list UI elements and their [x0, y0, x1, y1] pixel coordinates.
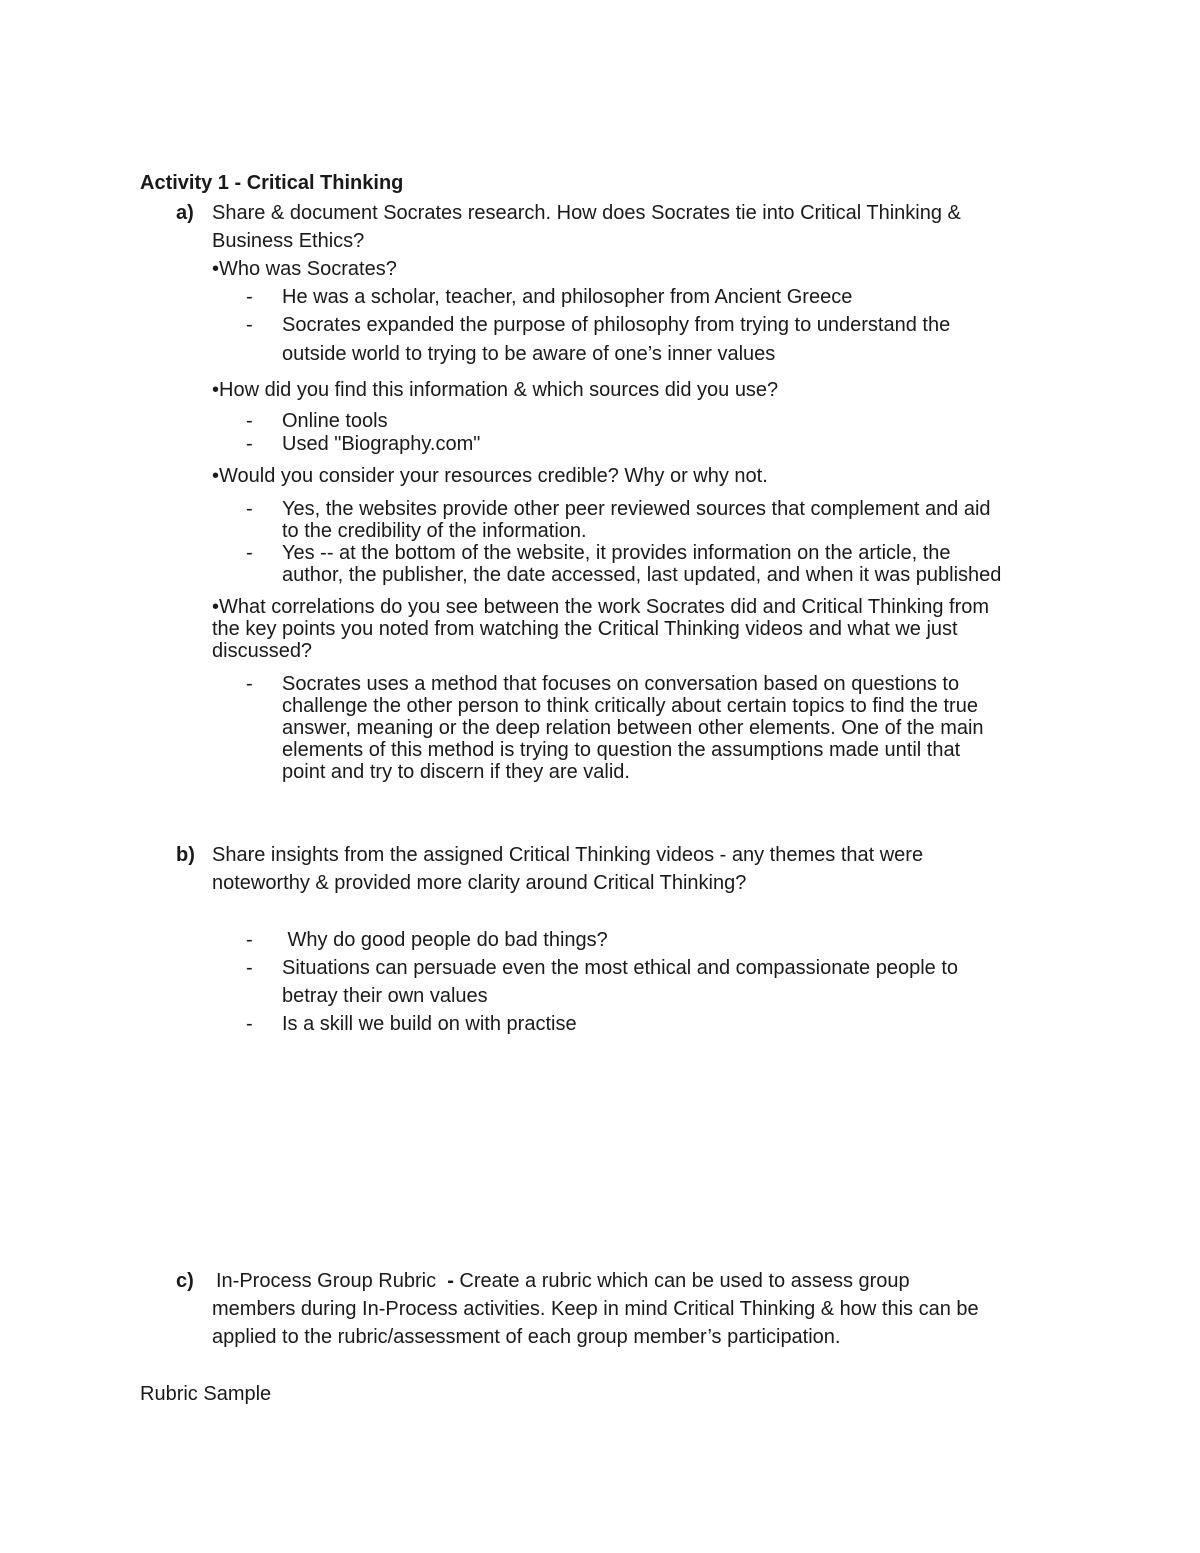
question-correlations-line2: the key points you noted from watching the Critical Thinking videos and what we just	[212, 618, 958, 640]
section-c-prompt-line3: applied to the rubric/assessment of each group member’s participation.	[212, 1326, 841, 1348]
question-credible: •Would you consider your resources credible? Why or why not.	[212, 465, 768, 487]
section-a-prompt-line1: Share & document Socrates research. How does Socrates tie into Critical Thinking &	[212, 202, 961, 224]
question-correlations-line3: discussed?	[212, 640, 313, 662]
list-item-continued: betray their own values	[282, 985, 488, 1007]
list-item-continued: author, the publisher, the date accessed, last updated, and when it was published	[282, 564, 1002, 586]
section-c-prompt-line1	[216, 1270, 910, 1293]
list-dash: -	[246, 929, 253, 951]
answer-line: elements of this method is trying to question the assumptions made until that	[282, 739, 961, 761]
section-c-label: In-Process Group Rubric -	[216, 1270, 454, 1292]
list-dash: -	[246, 957, 253, 979]
question-sources: •How did you find this information & which sources did you use?	[212, 379, 779, 401]
list-item: Socrates expanded the purpose of philosophy from trying to understand the	[282, 314, 951, 336]
section-a-letter: a)	[176, 202, 194, 224]
section-c-bold-dash: -	[447, 1270, 454, 1292]
list-dash: -	[246, 1013, 253, 1035]
list-dash: -	[246, 542, 253, 564]
section-c-letter: c)	[176, 1270, 194, 1292]
question-who-was-socrates: •Who was Socrates?	[212, 258, 397, 280]
list-item: Yes, the websites provide other peer reviewed sources that complement and aid	[282, 498, 991, 520]
answer-line: Socrates uses a method that focuses on conversation based on questions to	[282, 673, 960, 695]
list-dash: -	[246, 673, 253, 695]
answer-line: answer, meaning or the deep relation between other elements. One of the main	[282, 717, 984, 739]
answer-line: point and try to discern if they are valid.	[282, 761, 630, 783]
list-item-continued: to the credibility of the information.	[282, 520, 587, 542]
section-a-prompt-line2: Business Ethics?	[212, 230, 365, 252]
list-dash: -	[246, 314, 253, 336]
list-item: Why do good people do bad things?	[282, 929, 608, 951]
list-dash: -	[246, 410, 253, 432]
list-item-continued: outside world to trying to be aware of one’s inner values	[282, 343, 776, 365]
list-dash: -	[246, 286, 253, 308]
list-item: He was a scholar, teacher, and philosopher from Ancient Greece	[282, 286, 853, 308]
section-b-prompt-line2: noteworthy & provided more clarity around Critical Thinking?	[212, 872, 747, 894]
section-c-prompt-rest: Create a rubric which can be used to assess group	[453, 1270, 910, 1292]
section-c-prompt-line2: members during In-Process activities. Keep in mind Critical Thinking & how this can be	[212, 1298, 979, 1320]
answer-line: challenge the other person to think critically about certain topics to find the true	[282, 695, 978, 717]
rubric-sample-label: Rubric Sample	[140, 1383, 272, 1405]
list-dash: -	[246, 433, 253, 455]
list-item: Yes -- at the bottom of the website, it provides information on the article, the	[282, 542, 951, 564]
list-item: Used "Biography.com"	[282, 433, 481, 455]
section-b-prompt-line1: Share insights from the assigned Critical Thinking videos - any themes that were	[212, 844, 924, 866]
list-dash: -	[246, 498, 253, 520]
question-correlations-line1: •What correlations do you see between the work Socrates did and Critical Thinking from	[212, 596, 990, 618]
list-item: Situations can persuade even the most ethical and compassionate people to	[282, 957, 958, 979]
activity-title: Activity 1 - Critical Thinking	[140, 172, 404, 194]
section-b-letter: b)	[176, 844, 195, 866]
list-item: Online tools	[282, 410, 388, 432]
list-item: Is a skill we build on with practise	[282, 1013, 577, 1035]
